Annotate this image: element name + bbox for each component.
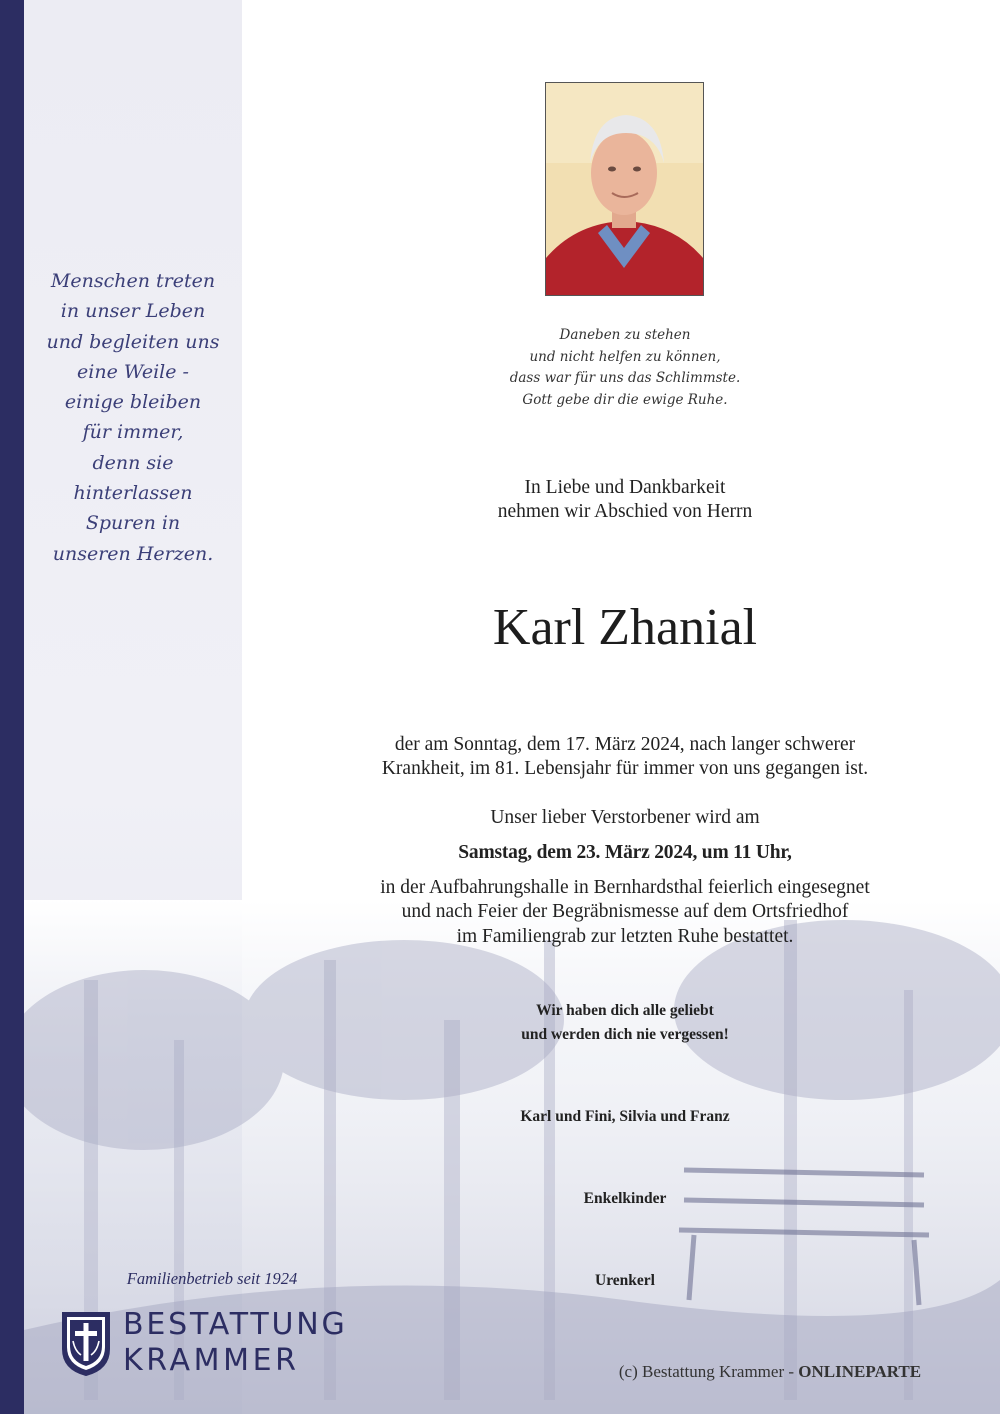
closing-line: Wir haben dich alle geliebt [536, 1002, 714, 1019]
side-quote-line: eine Weile - [77, 360, 189, 383]
left-accent-bar [0, 0, 24, 1414]
copyright-prefix: (c) Bestattung Krammer - [618, 1362, 799, 1381]
farewell-intro [400, 476, 850, 524]
death-notice-line: Krankheit, im 81. Lebensjahr für immer von uns gegangen ist. [381, 758, 869, 779]
funeral-home-name-line2: KRAMMER [123, 1343, 300, 1378]
mourner-great-grandchildren: Urenkerl [595, 1272, 655, 1289]
side-quote-line: Menschen treten [50, 270, 216, 292]
intro-line: nehmen wir Abschied von Herrn [497, 501, 753, 522]
funeral-home-tagline: Familienbetrieb seit 1924 [126, 1269, 298, 1288]
side-quote-line: in unser Leben [60, 300, 206, 323]
death-notice-line: der am Sonntag, dem 17. März 2024, nach langer schwerer [394, 734, 856, 755]
copyright-notice [560, 1360, 980, 1384]
side-quote-line: für immer, [82, 421, 184, 444]
funeral-home-name-line1: BESTATTUNG [123, 1307, 348, 1342]
deceased-name: Karl Zhanial [492, 599, 758, 656]
service-lead: Unser lieber Verstorbener wird am [490, 807, 760, 828]
side-quote-line: und begleiten uns [46, 330, 220, 353]
verse-line: und nicht helfen zu können, [529, 348, 721, 365]
service-line: und nach Feier der Begräbnismesse auf dem Ortsfriedhof [401, 901, 849, 923]
deceased-photo [545, 82, 704, 296]
side-quote-line: hinterlassen [73, 482, 193, 505]
side-quote-line: denn sie [92, 451, 174, 474]
service-line: in der Aufbahrungshalle in Bernhardsthal feierlich eingesegnet [380, 877, 870, 898]
service-line: im Familiengrab zur letzten Ruhe bestattet. [456, 925, 794, 947]
service-date: Samstag, dem 23. März 2024, um 11 Uhr, [458, 842, 792, 863]
verse-line: Gott gebe dir die ewige Ruhe. [522, 391, 728, 408]
closing-words [420, 999, 830, 1047]
mourner-grandchildren: Enkelkinder [583, 1190, 667, 1207]
verse-line: dass war für uns das Schlimmste. [509, 370, 741, 386]
funeral-home-logo-icon [61, 1311, 111, 1377]
mourner-family: Karl und Fini, Silvia und Franz [520, 1108, 730, 1125]
side-quote-line: einige bleiben [64, 391, 202, 414]
death-notice [320, 733, 930, 781]
intro-line: In Liebe und Dankbarkeit [524, 477, 726, 498]
side-quote [24, 266, 242, 569]
verse-line: Daneben zu stehen [559, 327, 691, 343]
closing-line: und werden dich nie vergessen! [521, 1026, 729, 1043]
side-quote-line: Spuren in [85, 512, 181, 535]
service-details [320, 876, 930, 949]
side-quote-line: unseren Herzen. [52, 542, 214, 565]
verse [420, 325, 830, 411]
copyright-label: ONLINEPARTE [798, 1362, 922, 1381]
